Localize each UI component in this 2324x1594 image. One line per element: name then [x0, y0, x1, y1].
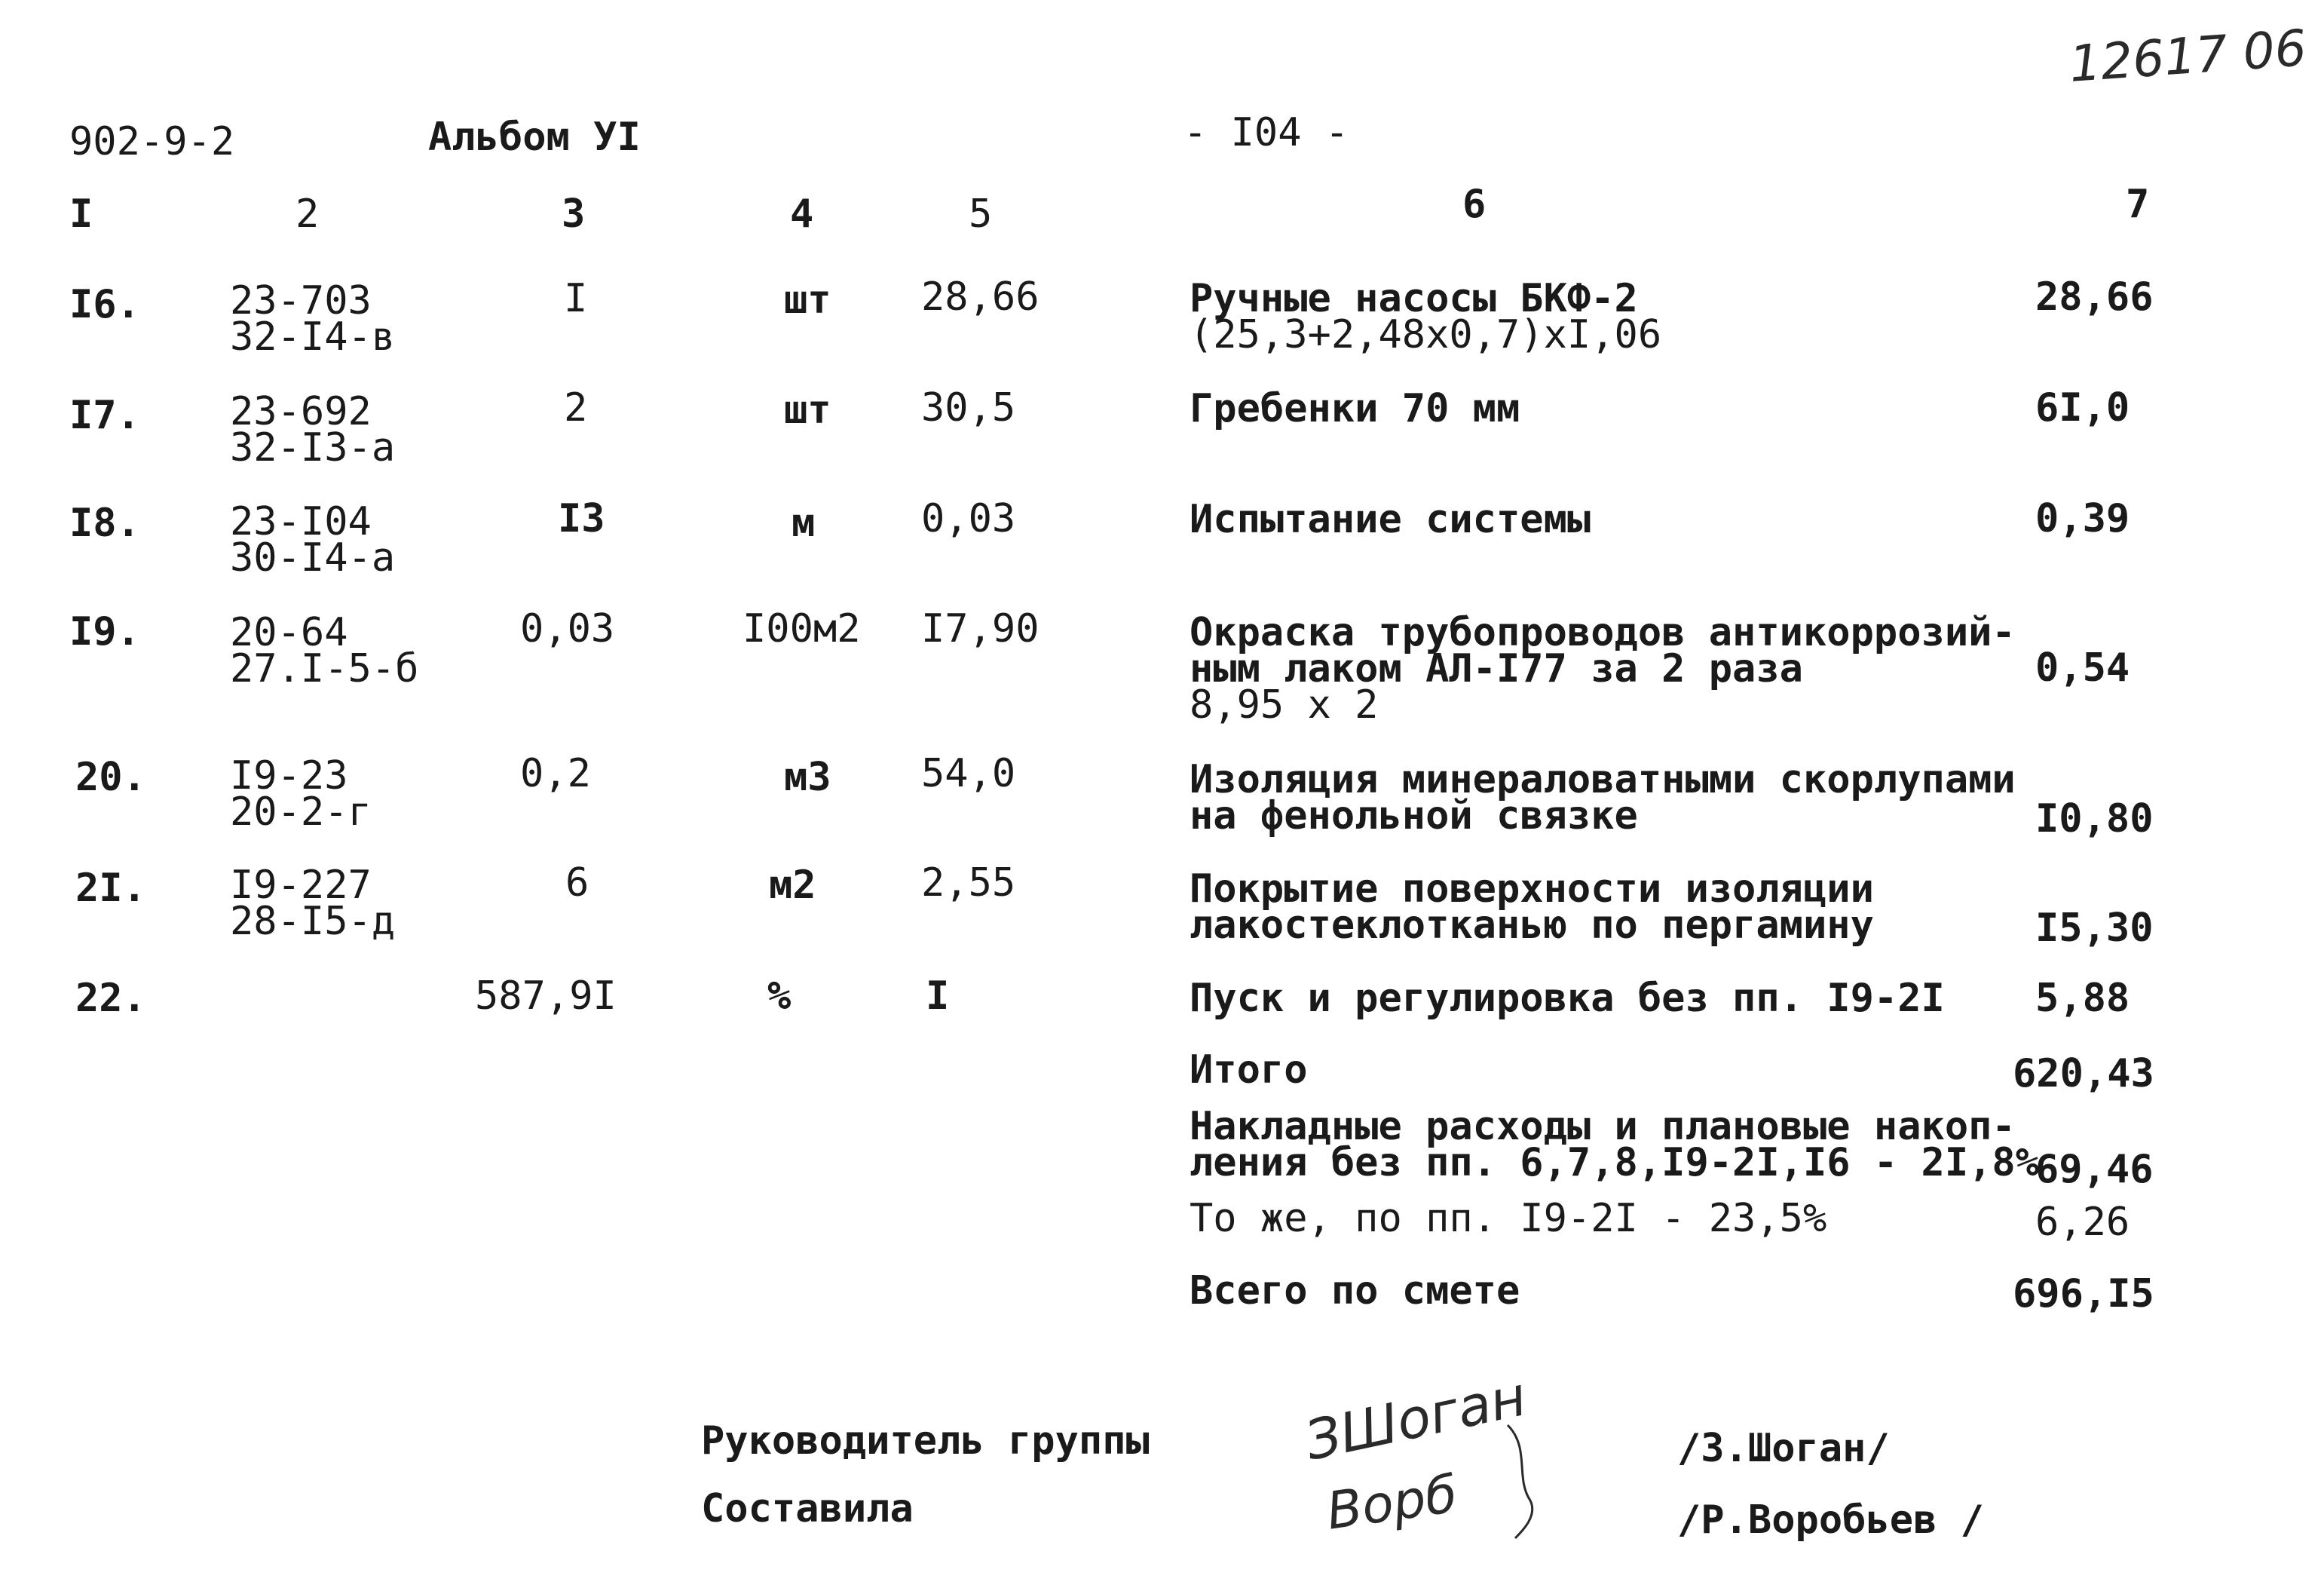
column-number: 4: [790, 192, 814, 237]
row-price: I7,90: [921, 606, 1040, 651]
summary-label: Накладные расходы и плановые накоп-: [1190, 1104, 2016, 1149]
row-quantity: 587,9I: [475, 973, 617, 1019]
row-code: 28-I5-д: [230, 899, 396, 944]
row-description-line: Гребенки 70 мм: [1190, 386, 1520, 431]
row-total: 28,66: [2035, 274, 2154, 320]
row-unit: %: [767, 973, 792, 1019]
column-number: 2: [295, 192, 320, 237]
row-description-line: (25,3+2,48x0,7)xI,06: [1190, 312, 1662, 357]
group-lead-name: /З.Шоган/: [1677, 1426, 1890, 1471]
row-unit: м2: [769, 863, 816, 908]
row-number: I9.: [69, 609, 140, 654]
row-unit: шт: [784, 388, 831, 433]
row-price: 28,66: [921, 274, 1040, 320]
row-description-line: ным лаком АЛ-I77 за 2 раза: [1190, 646, 1803, 691]
row-description-line: лакостеклотканью по пергамину: [1190, 903, 1874, 948]
summary-value: 69,46: [2035, 1147, 2154, 1192]
row-description-line: Изоляция минераловатными скорлупами: [1190, 757, 2016, 802]
column-number: I: [69, 192, 93, 237]
summary-value: 696,I5: [2013, 1271, 2154, 1317]
archive-number: 12617 06: [2067, 19, 2309, 93]
row-number: I8.: [69, 501, 140, 546]
row-number: I6.: [69, 282, 140, 327]
row-quantity: 0,03: [520, 606, 615, 651]
page-number: - I04 -: [1183, 110, 1349, 155]
row-unit: м: [792, 501, 816, 546]
row-code: I9-23: [230, 753, 348, 799]
row-price: 30,5: [921, 385, 1016, 431]
column-number: 3: [562, 192, 586, 237]
column-number: 6: [1462, 182, 1487, 227]
project-code: 902-9-2: [69, 119, 235, 164]
column-number: 5: [969, 192, 993, 237]
row-description-line: Ручные насосы БКФ-2: [1190, 276, 1638, 321]
signature-1: ЗШоган: [1300, 1364, 1532, 1473]
row-price: 0,03: [921, 496, 1016, 541]
row-code: 32-I4-в: [230, 314, 396, 360]
signature-2: Ворб: [1323, 1464, 1461, 1542]
row-unit: м3: [784, 755, 831, 800]
row-code: I9-227: [230, 863, 372, 908]
row-number: 22.: [75, 976, 146, 1021]
row-description-line: 8,95 x 2: [1190, 682, 1379, 728]
row-code: 30-I4-а: [230, 535, 396, 581]
row-description-line: Пуск и регулировка без пп. I9-2I: [1190, 976, 1945, 1021]
summary-label: То же, по пп. I9-2I - 23,5%: [1190, 1196, 1827, 1241]
row-code: 32-I3-а: [230, 425, 396, 471]
row-description-line: Покрытие поверхности изоляции: [1190, 866, 1874, 912]
signature-flourish: [1500, 1418, 1545, 1546]
row-code: 27.I-5-б: [230, 646, 419, 691]
row-unit: I00м2: [743, 606, 861, 651]
row-quantity: 2: [564, 385, 588, 431]
row-price: I: [926, 973, 950, 1019]
row-quantity: 6: [565, 860, 589, 906]
summary-value: 6,26: [2035, 1200, 2130, 1245]
compiler-role: Составила: [701, 1486, 914, 1531]
row-quantity: 0,2: [520, 751, 591, 796]
row-number: 20.: [75, 755, 146, 800]
row-total: 6I,0: [2035, 385, 2130, 431]
album-label: Альбом УI: [428, 115, 641, 160]
row-price: 2,55: [921, 860, 1016, 906]
row-quantity: I: [564, 276, 588, 321]
summary-value: 620,43: [2013, 1051, 2154, 1096]
row-price: 54,0: [921, 751, 1016, 796]
row-code: 23-692: [230, 389, 372, 434]
row-number: I7.: [69, 393, 140, 438]
row-number: 2I.: [75, 866, 146, 911]
row-total: I5,30: [2035, 906, 2154, 951]
compiler-name: /Р.Воробьев /: [1677, 1497, 1984, 1543]
row-description-line: Окраска трубопроводов антикоррозий-: [1190, 610, 2016, 655]
summary-label: Итого: [1190, 1047, 1308, 1093]
summary-label: Всего по смете: [1190, 1268, 1520, 1314]
row-code: 20-2-г: [230, 789, 372, 835]
row-code: 23-703: [230, 278, 372, 323]
row-total: 5,88: [2035, 976, 2130, 1021]
row-total: I0,80: [2035, 796, 2154, 841]
row-description-line: на фенольной связке: [1190, 793, 1638, 838]
column-number: 7: [2126, 182, 2150, 227]
row-total: 0,39: [2035, 496, 2130, 541]
group-lead-role: Руководитель группы: [701, 1418, 1150, 1464]
row-code: 20-64: [230, 610, 348, 655]
row-description-line: Испытание системы: [1190, 497, 1591, 542]
row-unit: шт: [784, 277, 831, 323]
summary-label: ления без пп. 6,7,8,I9-2I,I6 - 2I,8%: [1190, 1140, 2040, 1185]
row-code: 23-I04: [230, 499, 372, 544]
row-quantity: I3: [558, 496, 605, 541]
row-total: 0,54: [2035, 645, 2130, 691]
